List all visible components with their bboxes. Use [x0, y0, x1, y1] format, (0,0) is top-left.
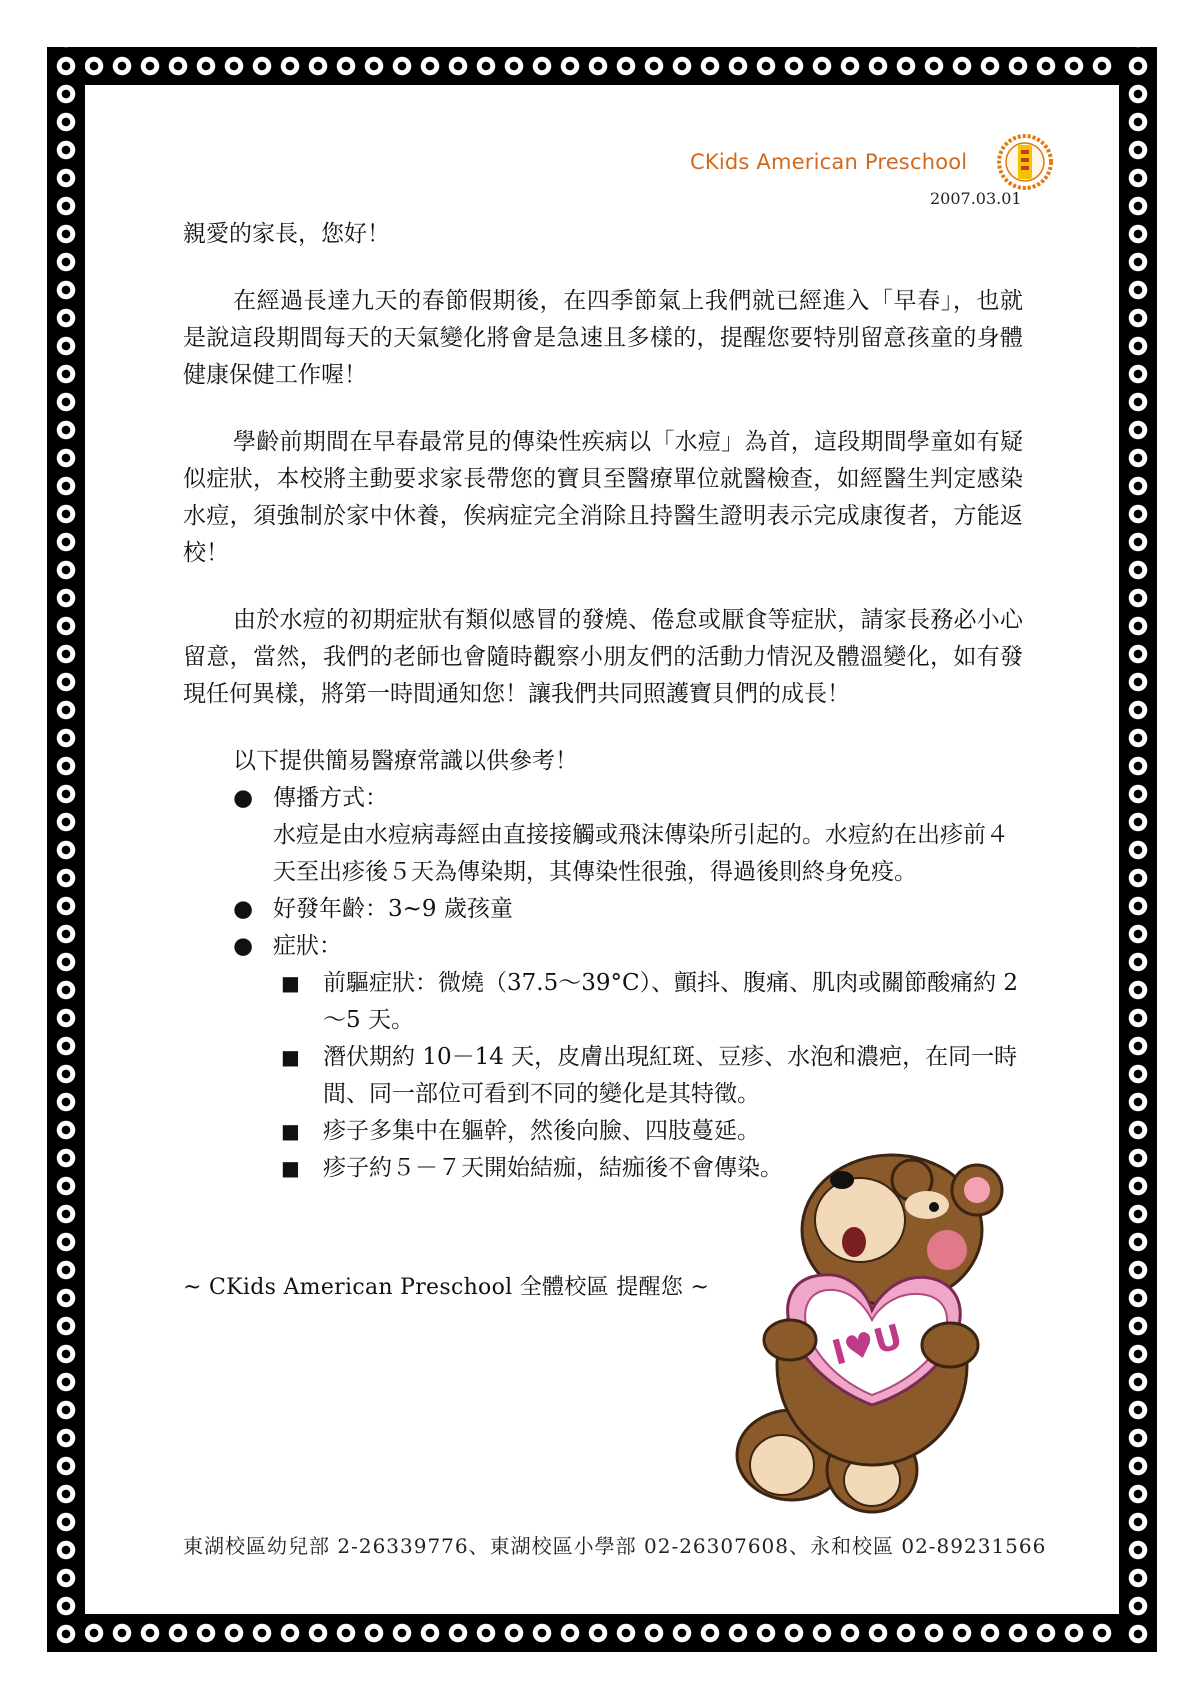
decorative-border-right: [1119, 47, 1157, 1652]
bullet-icon: ●: [233, 785, 254, 811]
greeting: 親愛的家長，您好！: [183, 221, 390, 247]
paragraph-3: 由於水痘的初期症狀有類似感冒的發燒、倦怠或厭食等症狀，請家長務必小心留意，當然，我們的老師也會隨時觀察小朋友們的活動力情況及體溫變化，如有發現任何異樣，將第一時間通知您！讓我們共同照護寶貝們的成長！: [183, 607, 1023, 707]
bullet-label: 症狀：: [273, 933, 342, 959]
symptom-text: 潛伏期約 10－14 天，皮膚出現紅斑、豆疹、水泡和濃疤，在同一時間、同一部位可看到不同的變化是其特徵。: [323, 1044, 1018, 1107]
square-bullet-icon: ■: [281, 1156, 300, 1180]
reference-intro: 以下提供簡易醫療常識以供參考！: [233, 748, 578, 774]
square-bullet-icon: ■: [281, 971, 300, 995]
bullet-icon: ●: [233, 933, 254, 959]
footer-contact: 東湖校區幼兒部 2-26339776、東湖校區小學部 02-26307608、永和校區 02-89231566: [183, 1534, 1047, 1558]
bullet-item-transmission: [183, 780, 1023, 891]
bullet-icon: ●: [233, 896, 254, 922]
bullet-detail: 水痘是由水痘病毒經由直接接觸或飛沫傳染所引起的。水痘約在出疹前４天至出疹後５天為傳染期，其傳染性很強，得過後則終身免疫。: [273, 822, 1009, 885]
symptom-text: 疹子多集中在軀幹，然後向臉、四肢蔓延。: [323, 1118, 760, 1144]
school-logo-seal: [996, 133, 1054, 191]
symptom-text: 疹子約５－７天開始結痂，結痂後不會傳染。: [323, 1155, 783, 1181]
brand-name: CKids American Preschool: [690, 150, 968, 174]
square-bullet-icon: ■: [281, 1045, 300, 1069]
decorative-border-left: [47, 47, 85, 1652]
heart-text: I♥U: [827, 1316, 907, 1374]
decorative-border-top: [47, 47, 1157, 85]
square-bullet-icon: ■: [281, 1119, 300, 1143]
letter-body: [183, 216, 1023, 1187]
symptom-item: [183, 1113, 1023, 1150]
symptom-text: 前驅症狀：微燒（37.5～39°C）、顫抖、腹痛、肌肉或關節酸痛約 2～5 天。: [323, 970, 1019, 1033]
paragraph-2: 學齡前期間在早春最常見的傳染性疾病以「水痘」為首，這段期間學童如有疑似症狀，本校將主動要求家長帶您的寶貝至醫療單位就醫檢查，如經醫生判定感染水痘，須強制於家中休養，俟病症完全消除且持醫生證明表示完成康復者，方能返校！: [183, 429, 1023, 566]
decorative-border-bottom: [47, 1614, 1157, 1652]
closing-signature: ~ CKids American Preschool 全體校區 提醒您 ~: [183, 1275, 710, 1300]
letter-date: 2007.03.01: [930, 189, 1022, 208]
bullet-label: 好發年齡：3~9 歲孩童: [273, 896, 513, 922]
bullet-label: 傳播方式：: [273, 785, 388, 811]
paragraph-1: 在經過長達九天的春節假期後，在四季節氣上我們就已經進入「早春」，也就是說這段期間每天的天氣變化將會是急速且多樣的，提醒您要特別留意孩童的身體健康保健工作喔！: [183, 288, 1023, 388]
bullet-item-age: [183, 891, 1023, 928]
teddy-bear-illustration: [722, 1150, 1052, 1520]
bullet-item-symptoms: [183, 928, 1023, 965]
symptom-item: [183, 965, 1023, 1039]
symptom-item: [183, 1039, 1023, 1113]
